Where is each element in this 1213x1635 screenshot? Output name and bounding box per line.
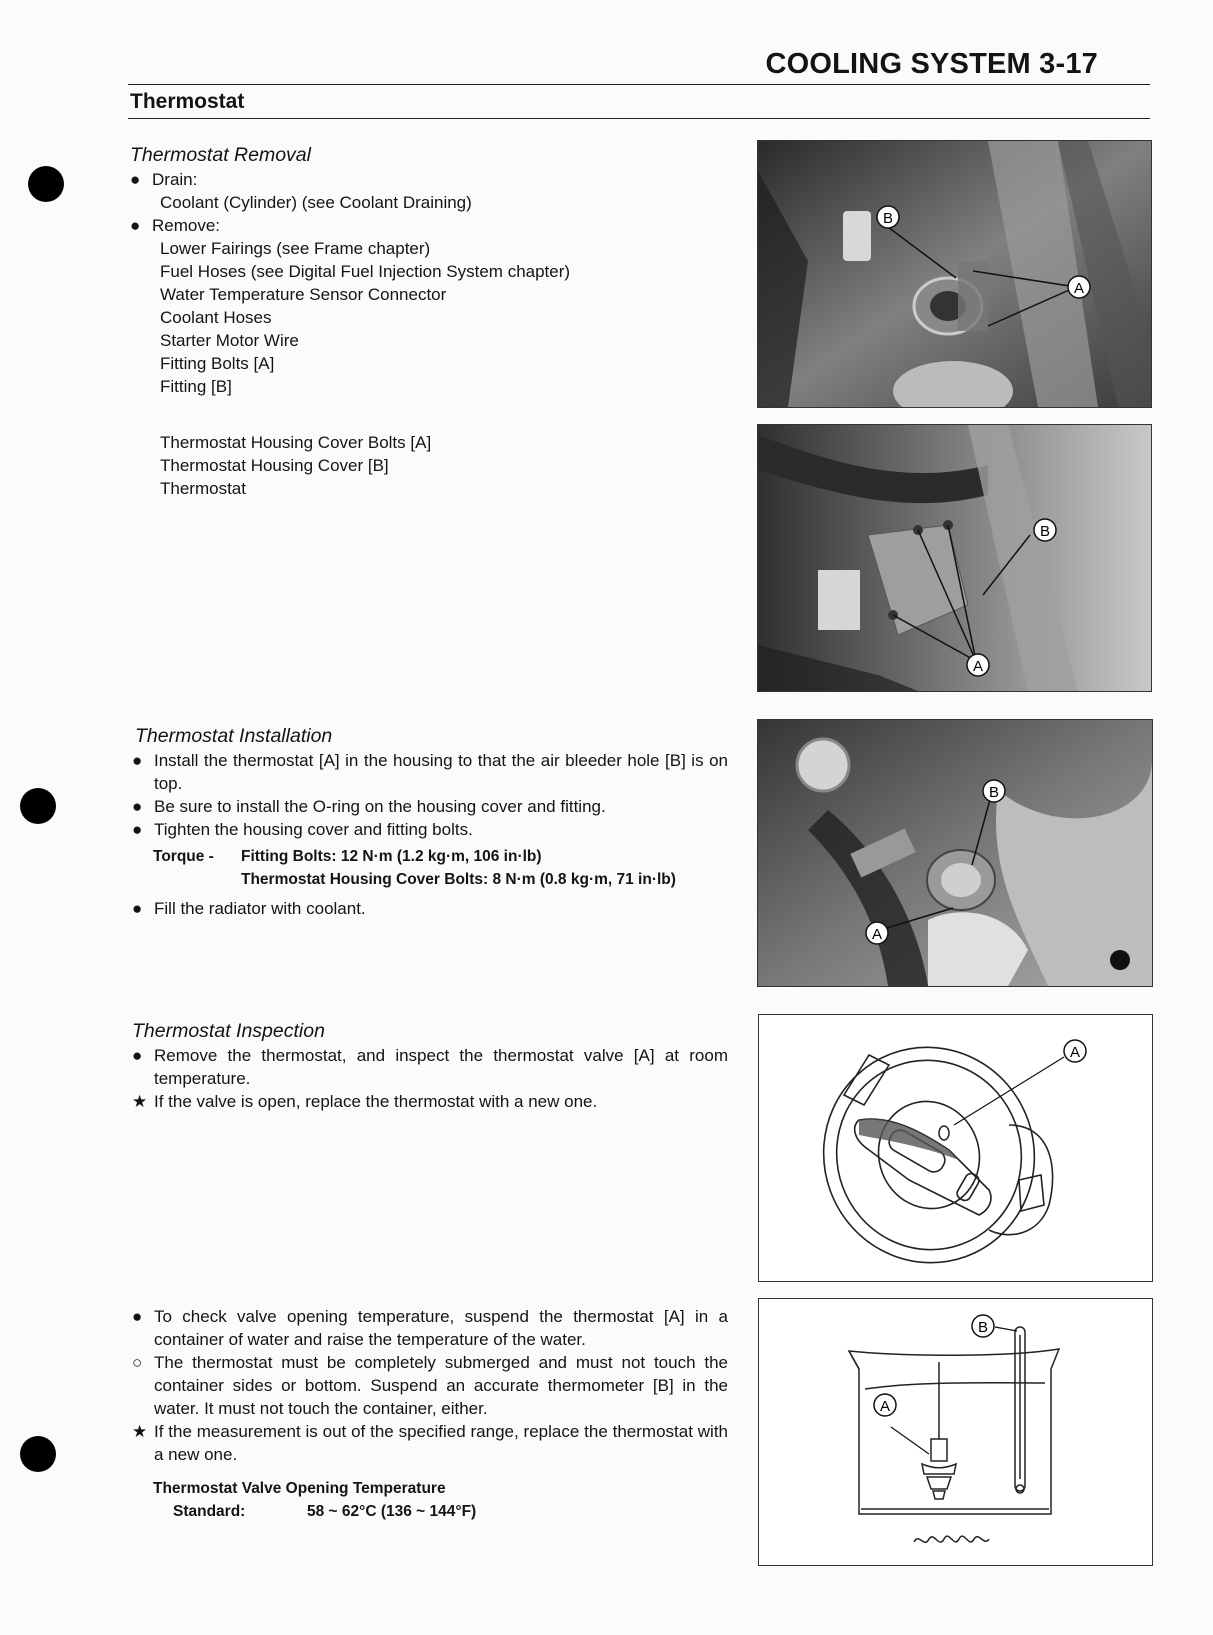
figure-thermostat-test-drawing bbox=[758, 1298, 1153, 1566]
star-marker: ★ bbox=[132, 1422, 148, 1441]
removal-list bbox=[130, 168, 730, 398]
figure-label: A bbox=[879, 1398, 891, 1415]
remove-item: Fuel Hoses (see Digital Fuel Injection System chapter) bbox=[160, 262, 571, 281]
remove-item: Thermostat Housing Cover [B] bbox=[160, 456, 389, 475]
page-header: COOLING SYSTEM 3-17 bbox=[765, 48, 1098, 80]
figure-label: A bbox=[1069, 1044, 1081, 1061]
inspection-note-text: The thermostat must be completely submerged and must not touch the container sides or bottom. Suspend an accurate thermometer [B] in the water. It must not touch the container, either. bbox=[154, 1353, 728, 1418]
torque-spec-1: Fitting Bolts: 12 N·m (1.2 kg·m, 106 in·lb) bbox=[241, 848, 542, 865]
spec-title: Thermostat Valve Opening Temperature bbox=[153, 1480, 446, 1497]
remove-label: Remove: bbox=[152, 216, 221, 235]
header-rule bbox=[128, 84, 1150, 85]
bullet-marker: ● bbox=[132, 820, 143, 839]
section-title: Thermostat bbox=[130, 90, 245, 113]
install-step bbox=[132, 749, 728, 795]
install-step-text: Be sure to install the O-ring on the housing cover and fitting. bbox=[154, 797, 606, 816]
remove-item: Thermostat Housing Cover Bolts [A] bbox=[160, 433, 432, 452]
star-marker: ★ bbox=[132, 1092, 148, 1111]
figure-label: B bbox=[988, 784, 1000, 801]
installation-steps bbox=[132, 749, 728, 841]
drain-label: Drain: bbox=[152, 170, 198, 189]
remove-item: Lower Fairings (see Frame chapter) bbox=[160, 239, 431, 258]
installation-title: Thermostat Installation bbox=[135, 725, 333, 747]
remove-item: Thermostat bbox=[160, 479, 246, 498]
fill-step bbox=[132, 897, 728, 920]
bullet-marker: ● bbox=[132, 1046, 143, 1065]
section-rule bbox=[128, 118, 1150, 119]
torque-spec-2: Thermostat Housing Cover Bolts: 8 N·m (0.8 kg·m, 71 in·lb) bbox=[241, 871, 676, 888]
remove-step bbox=[130, 214, 730, 237]
bullet-marker: ● bbox=[132, 1307, 143, 1326]
figure-thermostat-valve-drawing bbox=[758, 1014, 1153, 1282]
inspection-note bbox=[132, 1351, 728, 1420]
figure-label: B bbox=[882, 210, 894, 227]
bullet-marker: ● bbox=[132, 751, 143, 770]
binder-hole-bottom bbox=[20, 1436, 56, 1472]
inspection-step-text: To check valve opening temperature, suspend the thermostat [A] in a container of water and raise the temperature of the water. bbox=[154, 1307, 728, 1349]
remove-item: Water Temperature Sensor Connector bbox=[160, 285, 447, 304]
install-step bbox=[132, 795, 728, 818]
figure-label: B bbox=[977, 1319, 989, 1336]
remove-item: Fitting [B] bbox=[160, 377, 232, 396]
inspection-star bbox=[132, 1090, 728, 1113]
fill-step-text: Fill the radiator with coolant. bbox=[154, 899, 366, 918]
install-step bbox=[132, 818, 728, 841]
figure-installation-photo bbox=[757, 719, 1153, 987]
binder-hole-middle bbox=[20, 788, 56, 824]
drain-step bbox=[130, 168, 730, 191]
spec-value: 58 ~ 62°C (136 ~ 144°F) bbox=[307, 1503, 477, 1520]
removal-title: Thermostat Removal bbox=[130, 144, 311, 166]
inspection-star bbox=[132, 1420, 728, 1466]
inspection-step bbox=[132, 1044, 728, 1090]
note-marker: ○ bbox=[132, 1353, 143, 1372]
binder-hole-top bbox=[28, 166, 64, 202]
inspection-star-text: If the valve is open, replace the thermostat with a new one. bbox=[154, 1092, 598, 1111]
figure-label: A bbox=[972, 658, 984, 675]
inspection-step bbox=[132, 1305, 728, 1351]
inspection-title: Thermostat Inspection bbox=[132, 1020, 325, 1042]
figure-removal-photo-1 bbox=[757, 140, 1152, 408]
remove-item: Fitting Bolts [A] bbox=[160, 354, 275, 373]
bullet-marker: ● bbox=[132, 797, 143, 816]
figure-label: B bbox=[1039, 523, 1051, 540]
spec-label: Standard: bbox=[173, 1503, 246, 1520]
bullet-marker: ● bbox=[130, 216, 141, 235]
remove-item: Starter Motor Wire bbox=[160, 331, 299, 350]
bullet-marker: ● bbox=[130, 170, 141, 189]
figure-label: A bbox=[1073, 280, 1085, 297]
removal-list-2 bbox=[160, 431, 720, 500]
inspection-steps-1 bbox=[132, 1044, 728, 1113]
drain-item: Coolant (Cylinder) (see Coolant Draining) bbox=[160, 193, 472, 212]
install-step-text: Install the thermostat [A] in the housing to that the air bleeder hole [B] is on top. bbox=[154, 751, 728, 793]
install-step-text: Tighten the housing cover and fitting bolts. bbox=[154, 820, 473, 839]
remove-item: Coolant Hoses bbox=[160, 308, 272, 327]
figure-label: A bbox=[871, 926, 883, 943]
torque-label: Torque - bbox=[153, 848, 214, 865]
figure-removal-photo-2 bbox=[757, 424, 1152, 692]
inspection-steps-2 bbox=[132, 1305, 728, 1466]
bullet-marker: ● bbox=[132, 899, 143, 918]
inspection-step-text: Remove the thermostat, and inspect the thermostat valve [A] at room temperature. bbox=[154, 1046, 728, 1088]
inspection-star-text: If the measurement is out of the specified range, replace the thermostat with a new one. bbox=[154, 1422, 728, 1464]
